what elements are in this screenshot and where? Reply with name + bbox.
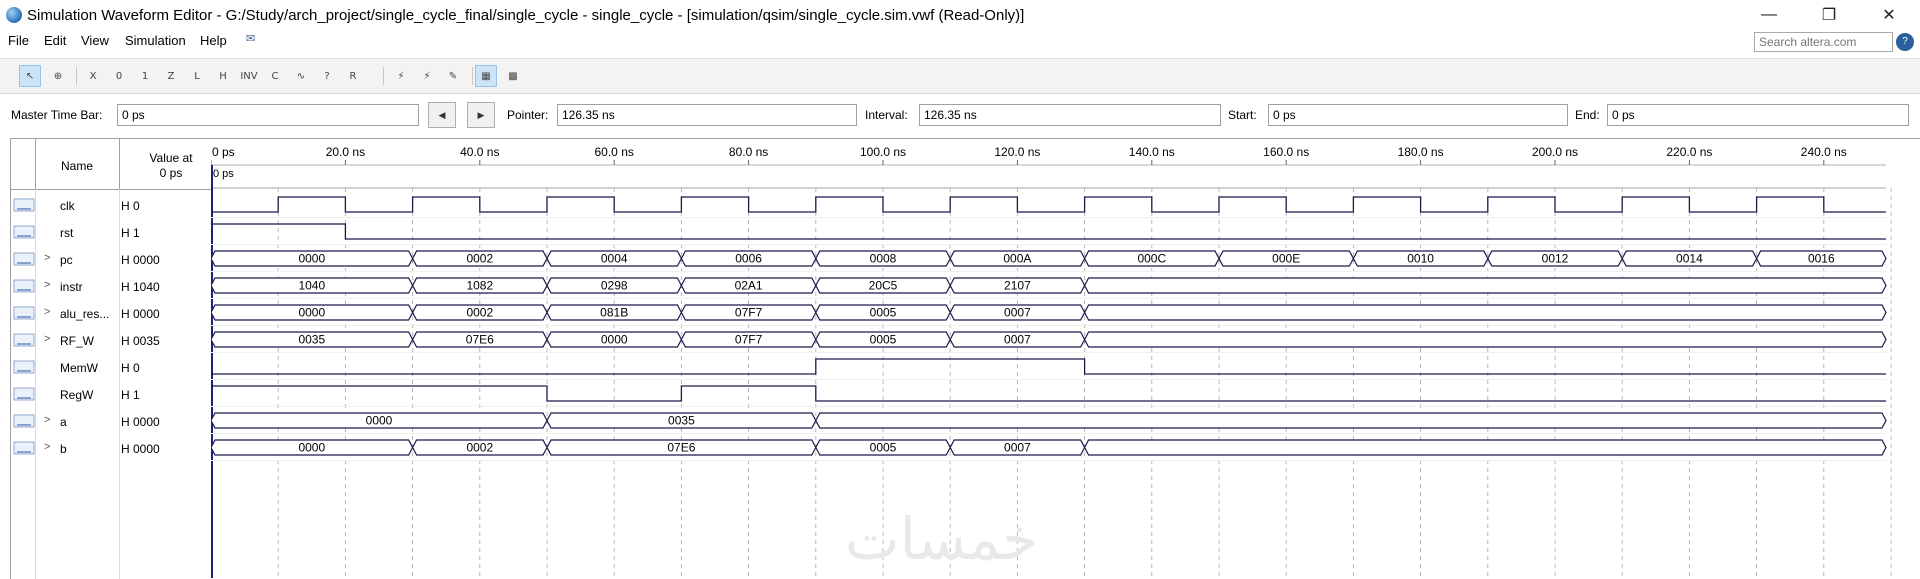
bus-value-label: 0000 bbox=[298, 251, 326, 266]
signal-value: H 0000 bbox=[121, 307, 160, 321]
start-field[interactable]: 0 ps bbox=[1268, 104, 1568, 126]
signal-value: H 1040 bbox=[121, 280, 160, 294]
signal-value: H 0 bbox=[121, 199, 140, 213]
output-pin-icon bbox=[13, 414, 35, 428]
selection-tool-icon[interactable]: ↖ bbox=[19, 65, 41, 87]
expand-chevron-icon[interactable]: > bbox=[44, 306, 51, 318]
header-divider bbox=[11, 189, 211, 190]
bus-value-label: 07E6 bbox=[667, 440, 696, 455]
pointer-label: Pointer: bbox=[507, 108, 549, 122]
bus-value-label: 0298 bbox=[600, 278, 628, 293]
output-pin-icon bbox=[13, 441, 35, 455]
signal-row-regw[interactable] bbox=[11, 381, 211, 408]
bus-value-label: 000C bbox=[1137, 251, 1167, 266]
zoom-tool-icon[interactable]: ⊕ bbox=[53, 70, 63, 82]
bus-segment bbox=[1085, 278, 1886, 293]
bus-segment bbox=[1085, 305, 1886, 320]
bus-value-label: 0005 bbox=[869, 332, 897, 347]
arbitrary-value-icon[interactable]: ? bbox=[324, 70, 330, 82]
bus-value-label: 0000 bbox=[298, 305, 326, 320]
bus-value-label: 2107 bbox=[1004, 278, 1031, 293]
bus-value-label: 0005 bbox=[869, 440, 897, 455]
help-globe-icon[interactable]: ? bbox=[1896, 33, 1914, 51]
close-icon[interactable]: ✕ bbox=[1882, 7, 1896, 24]
search-input[interactable] bbox=[1754, 32, 1893, 52]
next-transition-icon[interactable]: ▶ bbox=[467, 102, 495, 128]
bus-value-label: 07E6 bbox=[465, 332, 494, 347]
menu-help[interactable]: Help bbox=[200, 33, 227, 48]
bus-value-label: 0008 bbox=[869, 251, 897, 266]
waveform-memw bbox=[211, 359, 1886, 374]
altera-globe-icon bbox=[6, 7, 22, 23]
signal-row-b[interactable] bbox=[11, 435, 211, 462]
high-impedance-icon[interactable]: Z bbox=[167, 70, 175, 82]
feedback-icon[interactable]: ✉ bbox=[246, 33, 256, 45]
menu-file[interactable]: File bbox=[8, 33, 29, 48]
signal-value: H 1 bbox=[121, 388, 140, 402]
signal-row-clk[interactable] bbox=[11, 192, 211, 219]
clock-value-icon[interactable]: ∿ bbox=[296, 70, 306, 82]
waveform-clk bbox=[211, 197, 1886, 212]
count-value-icon[interactable]: C bbox=[271, 70, 279, 82]
signal-value: H 0000 bbox=[121, 253, 160, 267]
bus-value-label: 0000 bbox=[298, 440, 326, 455]
title-bar bbox=[0, 0, 1920, 30]
toolbar-separator bbox=[383, 67, 384, 85]
output-pin-icon bbox=[13, 360, 35, 374]
functional-simulation-icon[interactable]: ⚡ bbox=[397, 70, 405, 82]
output-pin-icon bbox=[13, 279, 35, 293]
bus-segment bbox=[816, 413, 1886, 428]
watermark: خمسات bbox=[845, 505, 1039, 573]
output-pin-icon bbox=[13, 333, 35, 347]
bus-value-label: 0002 bbox=[466, 251, 494, 266]
bus-value-label: 0035 bbox=[298, 332, 326, 347]
ruler-tick-label: 100.0 ns bbox=[859, 145, 907, 159]
bus-value-label: 081B bbox=[600, 305, 629, 320]
bus-value-label: 0016 bbox=[1807, 251, 1835, 266]
window-title: Simulation Waveform Editor - G:/Study/arch_project/single_cycle_final/single_cycle - single_cycle - [simulation/qsim/single_cycle.sim.vwf (Read-Only)] bbox=[27, 7, 1025, 24]
bus-value-label: 000A bbox=[1003, 251, 1032, 266]
menu-edit[interactable]: Edit bbox=[44, 33, 67, 48]
waveform-rst bbox=[211, 224, 1886, 239]
waveform-view[interactable] bbox=[211, 138, 1920, 578]
menu-simulation[interactable]: Simulation bbox=[125, 33, 186, 48]
signal-row-rfw[interactable] bbox=[11, 327, 211, 354]
signal-value: H 0035 bbox=[121, 334, 160, 348]
ruler-tick-label: 140.0 ns bbox=[1128, 145, 1175, 159]
signal-name: RF_W bbox=[60, 334, 94, 348]
ruler-tick-label: 180.0 ns bbox=[1397, 145, 1444, 159]
bus-value-label: 0014 bbox=[1676, 251, 1703, 266]
column-divider bbox=[119, 139, 120, 189]
name-column-header[interactable]: Name bbox=[61, 159, 94, 173]
signal-name: clk bbox=[60, 199, 75, 213]
bus-segment bbox=[1085, 332, 1886, 347]
signal-row-memw[interactable] bbox=[11, 354, 211, 381]
random-value-icon[interactable]: R bbox=[349, 70, 357, 82]
value-header-line2: 0 ps bbox=[159, 166, 183, 180]
bus-value-label: 0004 bbox=[600, 251, 628, 266]
expand-chevron-icon[interactable]: > bbox=[44, 252, 51, 264]
value-column-header[interactable] bbox=[129, 151, 213, 181]
end-field[interactable]: 0 ps bbox=[1607, 104, 1909, 126]
signal-row-instr[interactable] bbox=[11, 273, 211, 300]
expand-chevron-icon[interactable]: > bbox=[44, 441, 51, 453]
ruler-tick-label: 200.0 ns bbox=[1531, 145, 1579, 159]
expand-chevron-icon[interactable]: > bbox=[44, 414, 51, 426]
generate-netlist-icon[interactable]: ✎ bbox=[448, 70, 458, 82]
signal-name: MemW bbox=[60, 361, 98, 375]
signal-value: H 0 bbox=[121, 361, 140, 375]
signal-name: a bbox=[60, 415, 67, 429]
ruler-tick-label: 160.0 ns bbox=[1263, 145, 1310, 159]
previous-transition-icon[interactable]: ◀ bbox=[428, 102, 456, 128]
signal-name: rst bbox=[60, 226, 74, 240]
signal-value: H 0000 bbox=[121, 442, 160, 456]
bus-value-label: 0002 bbox=[466, 440, 494, 455]
snap-to-grid-icon[interactable]: ▦ bbox=[475, 65, 497, 87]
end-label: End: bbox=[1575, 108, 1600, 122]
ruler-tick-label: 60.0 ns bbox=[594, 145, 634, 159]
signal-value: H 1 bbox=[121, 226, 140, 240]
bus-value-label: 0007 bbox=[1004, 305, 1031, 320]
ruler-tick-label: 20.0 ns bbox=[325, 145, 366, 159]
input-pin-icon bbox=[13, 225, 35, 239]
toolbar bbox=[0, 58, 1920, 94]
toolbar-separator bbox=[472, 67, 473, 85]
timing-simulation-icon[interactable]: ⚡ bbox=[423, 70, 431, 82]
input-pin-icon bbox=[13, 198, 35, 212]
bus-value-label: 0007 bbox=[1004, 332, 1031, 347]
column-divider bbox=[35, 139, 36, 189]
bus-value-label: 0000 bbox=[600, 332, 628, 347]
bus-value-label: 0005 bbox=[869, 305, 897, 320]
ruler-tick-label: 0 ps bbox=[212, 145, 235, 159]
output-pin-icon bbox=[13, 252, 35, 266]
weak-low-icon[interactable]: L bbox=[194, 70, 200, 82]
signal-row-alures[interactable] bbox=[11, 300, 211, 327]
output-pin-icon bbox=[13, 387, 35, 401]
signal-value: H 0000 bbox=[121, 415, 160, 429]
bus-value-label: 0035 bbox=[668, 413, 695, 428]
value-header-line1: Value at bbox=[149, 151, 193, 165]
ruler-tick-label: 220.0 ns bbox=[1666, 145, 1713, 159]
weak-high-icon[interactable]: H bbox=[219, 70, 227, 82]
signal-name: RegW bbox=[60, 388, 94, 402]
output-pin-icon bbox=[13, 306, 35, 320]
master-time-bar-label: Master Time Bar: bbox=[11, 108, 103, 122]
bus-value-label: 0002 bbox=[466, 305, 494, 320]
bus-segment bbox=[1085, 440, 1886, 455]
forcing-high-icon[interactable]: 1 bbox=[141, 70, 149, 82]
ruler-tick-label: 40.0 ns bbox=[460, 145, 500, 159]
bus-value-label: 1040 bbox=[298, 278, 326, 293]
ruler-tick-label: 120.0 ns bbox=[994, 145, 1041, 159]
menu-view[interactable]: View bbox=[81, 33, 109, 48]
toolbar-separator bbox=[76, 67, 77, 85]
bus-value-label: 0007 bbox=[1004, 440, 1031, 455]
ruler-tick-label: 80.0 ns bbox=[728, 145, 769, 159]
signal-row-pc[interactable] bbox=[11, 246, 211, 273]
forcing-unknown-icon[interactable]: X bbox=[89, 70, 97, 82]
interval-field[interactable]: 126.35 ns bbox=[919, 104, 1221, 126]
expand-chevron-icon[interactable]: > bbox=[44, 333, 51, 345]
bus-value-label: 07F7 bbox=[734, 332, 763, 347]
bus-value-label: 02A1 bbox=[734, 278, 763, 293]
start-label: Start: bbox=[1228, 108, 1257, 122]
bus-value-label: 1082 bbox=[466, 278, 494, 293]
invert-icon[interactable]: INV bbox=[240, 70, 258, 82]
menu-bar bbox=[0, 30, 1920, 52]
signal-name: instr bbox=[60, 280, 83, 294]
bus-value-label: 0000 bbox=[365, 413, 393, 428]
time-bar-row bbox=[0, 100, 1920, 130]
waveform-regw bbox=[211, 386, 1886, 401]
minimize-icon[interactable]: — bbox=[1761, 6, 1777, 23]
ruler-tick-label: 240.0 ns bbox=[1800, 145, 1847, 159]
restore-icon[interactable]: ❐ bbox=[1821, 7, 1837, 24]
signal-name: alu_res... bbox=[60, 307, 110, 321]
bus-value-label: 07F7 bbox=[734, 305, 763, 320]
bus-value-label: 000E bbox=[1272, 251, 1301, 266]
interval-label: Interval: bbox=[865, 108, 908, 122]
pointer-field[interactable]: 126.35 ns bbox=[557, 104, 857, 126]
signal-name: pc bbox=[60, 253, 73, 267]
forcing-low-icon[interactable]: 0 bbox=[115, 70, 123, 82]
signal-row-rst[interactable] bbox=[11, 219, 211, 246]
signal-row-a[interactable] bbox=[11, 408, 211, 435]
signal-name: b bbox=[60, 442, 67, 456]
group-signals-icon[interactable]: ▩ bbox=[508, 70, 518, 82]
bus-value-label: 0006 bbox=[735, 251, 762, 266]
bus-value-label: 0012 bbox=[1541, 251, 1569, 266]
bus-value-label: 0010 bbox=[1407, 251, 1434, 266]
master-time-bar-field[interactable]: 0 ps bbox=[117, 104, 419, 126]
time-cursor-label: 0 ps bbox=[213, 168, 234, 180]
expand-chevron-icon[interactable]: > bbox=[44, 279, 51, 291]
bus-value-label: 20C5 bbox=[868, 278, 898, 293]
